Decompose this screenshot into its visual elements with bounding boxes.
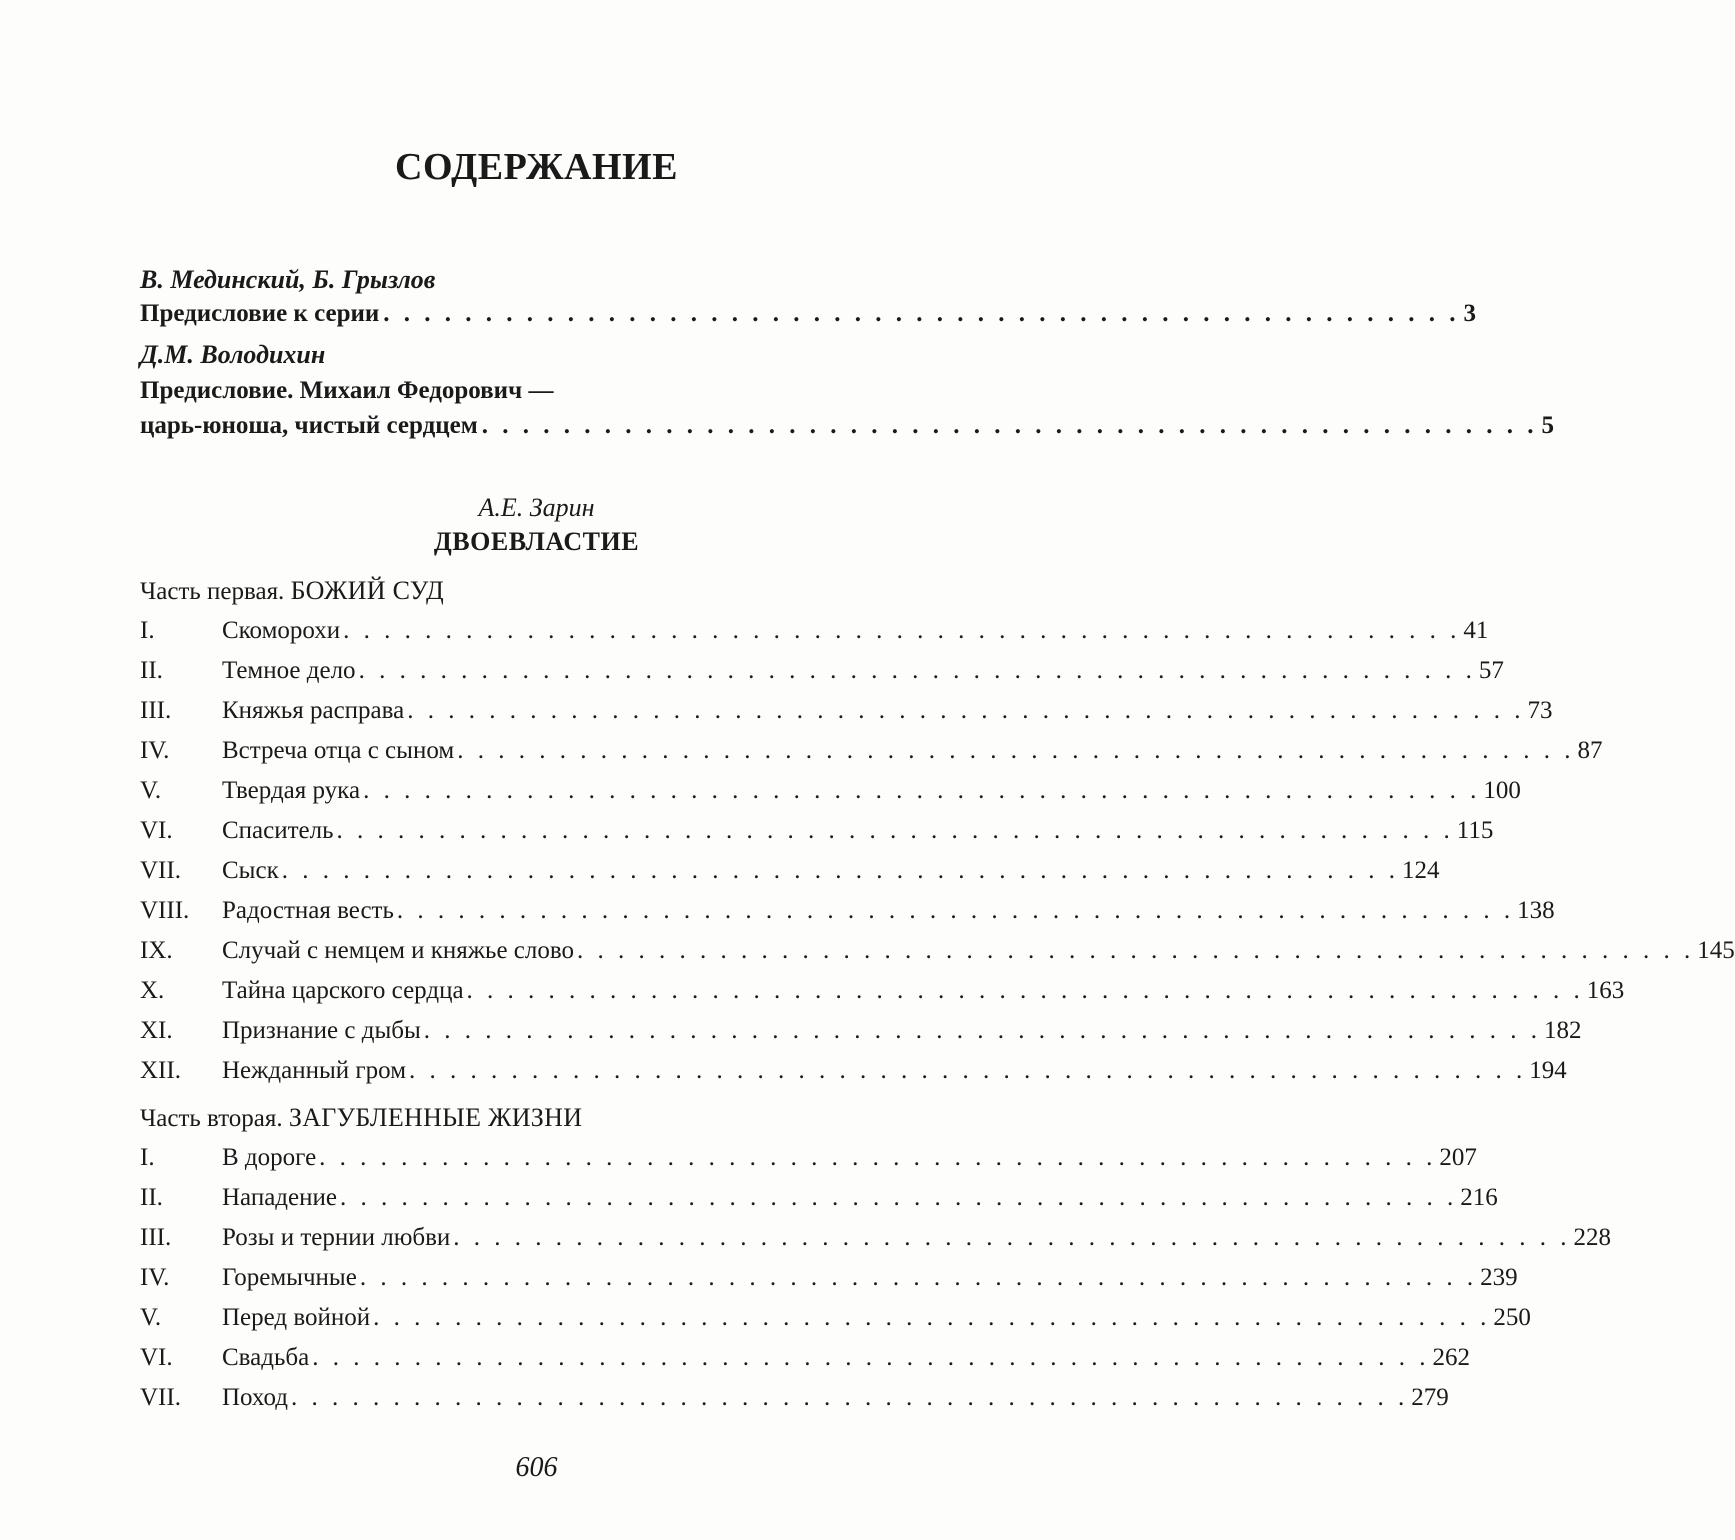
leader-dots: . . . . . . . . . . . . . . . . . . . . . . . . . . . . . . . . . . . . . . . . . . . . . . . . . . . . . . . bbox=[373, 1304, 1491, 1331]
leader-dots: . . . . . . . . . . . . . . . . . . . . . . . . . . . . . . . . . . . . . . . . . . . . . . . . . . . . bbox=[481, 412, 1538, 439]
chapter-entry[interactable] bbox=[140, 1264, 1518, 1298]
leader-dots: . . . . . . . . . . . . . . . . . . . . . . . . . . . . . . . . . . . . . . . . . . . . . . . . . . . . . bbox=[383, 300, 1460, 327]
leader-dots: . . . . . . . . . . . . . . . . . . . . . . . . . . . . . . . . . . . . . . . . . . . . . . . . . . . . . . . bbox=[409, 1057, 1527, 1084]
chapter-title: Радостная весть bbox=[222, 897, 394, 924]
leader-dots: . . . . . . . . . . . . . . . . . . . . . . . . . . . . . . . . . . . . . . . . . . . . . . . . . . . . . . . bbox=[319, 1144, 1437, 1171]
front-entry-title: Предисловие к серии bbox=[140, 300, 380, 327]
leader-dots: . . . . . . . . . . . . . . . . . . . . . . . . . . . . . . . . . . . . . . . . . . . . . . . . . . . . . . . bbox=[453, 1224, 1571, 1251]
chapter-entry[interactable] bbox=[140, 1384, 1449, 1418]
page-number: 228 bbox=[1573, 1224, 1612, 1251]
chapter-number: III. bbox=[140, 1224, 172, 1251]
chapter-number: VIII. bbox=[140, 897, 190, 924]
chapter-entry[interactable] bbox=[140, 697, 1553, 731]
page-number: 207 bbox=[1439, 1144, 1477, 1171]
chapter-number: IX. bbox=[140, 937, 173, 964]
folio-page-number: 606 bbox=[515, 1452, 558, 1483]
chapter-entry[interactable] bbox=[140, 1344, 1470, 1378]
chapter-number: XII. bbox=[140, 1057, 181, 1084]
leader-dots: . . . . . . . . . . . . . . . . . . . . . . . . . . . . . . . . . . . . . . . . . . . . . . . . . . . . . . . bbox=[363, 777, 1481, 804]
chapter-title: Признание с дыбы bbox=[222, 1017, 421, 1044]
part-name: БОЖИЙ СУД bbox=[290, 576, 445, 605]
chapter-entry[interactable] bbox=[140, 617, 1489, 651]
chapter-title: Поход bbox=[222, 1384, 288, 1411]
page-number: 250 bbox=[1493, 1304, 1531, 1331]
page-number: 124 bbox=[1401, 857, 1440, 884]
chapter-title: Горемычные bbox=[222, 1264, 357, 1291]
leader-dots: . . . . . . . . . . . . . . . . . . . . . . . . . . . . . . . . . . . . . . . . . . . . . . . . . . . . . . . bbox=[358, 657, 1476, 684]
book-title: ДВОЕВЛАСТИЕ bbox=[433, 527, 640, 556]
chapter-number: II. bbox=[140, 1184, 163, 1211]
leader-dots: . . . . . . . . . . . . . . . . . . . . . . . . . . . . . . . . . . . . . . . . . . . . . . . . . . . . . . . bbox=[359, 1264, 1478, 1291]
chapter-entry[interactable] bbox=[140, 937, 1735, 971]
chapter-number: V. bbox=[140, 1304, 162, 1331]
page-number: 182 bbox=[1544, 1017, 1582, 1044]
page-number: 239 bbox=[1480, 1264, 1518, 1291]
page-number: 41 bbox=[1463, 617, 1489, 644]
leader-dots: . . . . . . . . . . . . . . . . . . . . . . . . . . . . . . . . . . . . . . . . . . . . . . . . . . . . . . . bbox=[423, 1017, 1542, 1044]
chapter-number: VII. bbox=[140, 857, 181, 884]
chapter-number: VI. bbox=[140, 817, 173, 844]
page-number: 100 bbox=[1483, 777, 1521, 804]
front-entry-2[interactable] bbox=[140, 412, 1555, 446]
page-number: 5 bbox=[1541, 412, 1555, 439]
chapter-number: III. bbox=[140, 697, 172, 724]
page-number: 216 bbox=[1460, 1184, 1498, 1211]
chapter-entry[interactable] bbox=[140, 1017, 1582, 1051]
leader-dots: . . . . . . . . . . . . . . . . . . . . . . . . . . . . . . . . . . . . . . . . . . . . . . . . . . . . . . . bbox=[312, 1344, 1430, 1371]
chapter-title: Скоморохи bbox=[222, 617, 341, 644]
chapter-number: VII. bbox=[140, 1384, 181, 1411]
page-number: 163 bbox=[1586, 977, 1625, 1004]
chapter-entry[interactable] bbox=[140, 1184, 1498, 1218]
leader-dots: . . . . . . . . . . . . . . . . . . . . . . . . . . . . . . . . . . . . . . . . . . . . . . . . . . . . . . . bbox=[396, 897, 1515, 924]
chapter-entry[interactable] bbox=[140, 1224, 1612, 1258]
leader-dots: . . . . . . . . . . . . . . . . . . . . . . . . . . . . . . . . . . . . . . . . . . . . . . . . . . . . . . . bbox=[336, 817, 1454, 844]
chapter-entry[interactable] bbox=[140, 977, 1625, 1011]
chapter-title: Твердая рука bbox=[222, 777, 361, 804]
page-number: 262 bbox=[1432, 1344, 1470, 1371]
chapter-title: Свадьба bbox=[222, 1344, 310, 1371]
chapter-title: Перед войной bbox=[222, 1304, 371, 1331]
chapter-title: Случай с немцем и княжье слово bbox=[222, 937, 575, 964]
chapter-entry[interactable] bbox=[140, 1144, 1477, 1178]
chapter-entry[interactable] bbox=[140, 817, 1494, 851]
chapter-number: V. bbox=[140, 777, 162, 804]
front-author-2: Д.М. Володихин bbox=[140, 340, 326, 369]
chapter-number: IV. bbox=[140, 737, 170, 764]
leader-dots: . . . . . . . . . . . . . . . . . . . . . . . . . . . . . . . . . . . . . . . . . . . . . . . . . . . . . . . bbox=[457, 737, 1575, 764]
page-title: СОДЕРЖАНИЕ bbox=[395, 146, 678, 188]
chapter-title: Спаситель bbox=[222, 817, 334, 844]
page-number: 87 bbox=[1577, 737, 1603, 764]
leader-dots: . . . . . . . . . . . . . . . . . . . . . . . . . . . . . . . . . . . . . . . . . . . . . . . . . . . . . . . bbox=[290, 1384, 1409, 1411]
chapter-entry[interactable] bbox=[140, 737, 1603, 771]
chapter-entry[interactable] bbox=[140, 1057, 1567, 1091]
leader-dots: . . . . . . . . . . . . . . . . . . . . . . . . . . . . . . . . . . . . . . . . . . . . . . . . . . . . . . . bbox=[466, 977, 1584, 1004]
front-entry-1[interactable] bbox=[140, 300, 1477, 334]
page-number: 194 bbox=[1529, 1057, 1567, 1084]
chapter-title: Сыск bbox=[222, 857, 279, 884]
chapter-title: В дороге bbox=[222, 1144, 317, 1171]
part-label: Часть первая. bbox=[140, 578, 285, 605]
leader-dots: . . . . . . . . . . . . . . . . . . . . . . . . . . . . . . . . . . . . . . . . . . . . . . . . . . . . . . . bbox=[577, 937, 1695, 964]
part-1-title bbox=[140, 576, 444, 606]
front-entry-title-line2: царь-юноша, чистый сердцем bbox=[140, 412, 478, 439]
leader-dots: . . . . . . . . . . . . . . . . . . . . . . . . . . . . . . . . . . . . . . . . . . . . . . . . . . . . . . . bbox=[339, 1184, 1458, 1211]
page-number: 3 bbox=[1463, 300, 1477, 327]
leader-dots: . . . . . . . . . . . . . . . . . . . . . . . . . . . . . . . . . . . . . . . . . . . . . . . . . . . . . . . bbox=[281, 857, 1399, 884]
page-number: 145 bbox=[1697, 937, 1735, 964]
page-number: 115 bbox=[1456, 817, 1494, 844]
chapter-number: X. bbox=[140, 977, 165, 1004]
chapter-title: Розы и тернии любви bbox=[222, 1224, 451, 1251]
chapter-title: Нападение bbox=[222, 1184, 337, 1211]
front-author-1: В. Мединский, Б. Грызлов bbox=[140, 265, 436, 294]
leader-dots: . . . . . . . . . . . . . . . . . . . . . . . . . . . . . . . . . . . . . . . . . . . . . . . . . . . . . . . bbox=[407, 697, 1525, 724]
chapter-title: Княжья расправа bbox=[222, 697, 405, 724]
part-2-title bbox=[140, 1103, 582, 1133]
page-number: 138 bbox=[1517, 897, 1555, 924]
chapter-entry[interactable] bbox=[140, 777, 1521, 811]
chapter-number: IV. bbox=[140, 1264, 170, 1291]
chapter-title: Тайна царского сердца bbox=[222, 977, 464, 1004]
page-number: 73 bbox=[1527, 697, 1553, 724]
book-author: А.Е. Зарин bbox=[478, 493, 595, 522]
chapter-entry[interactable] bbox=[140, 897, 1555, 931]
chapter-number: II. bbox=[140, 657, 163, 684]
chapter-number: XI. bbox=[140, 1017, 173, 1044]
page-number: 57 bbox=[1478, 657, 1504, 684]
chapter-number: VI. bbox=[140, 1344, 173, 1371]
chapter-title: Нежданный гром bbox=[222, 1057, 407, 1084]
chapter-entry[interactable] bbox=[140, 657, 1504, 691]
chapter-number: I. bbox=[140, 617, 155, 644]
page-number: 279 bbox=[1411, 1384, 1449, 1411]
part-name: ЗАГУБЛЕННЫЕ ЖИЗНИ bbox=[288, 1103, 583, 1132]
front-entry-title-line1: Предисловие. Михаил Федорович — bbox=[140, 377, 554, 404]
part-label: Часть вторая. bbox=[140, 1105, 283, 1132]
chapter-entry[interactable] bbox=[140, 1304, 1531, 1338]
toc-page bbox=[140, 0, 1735, 1540]
chapter-number: I. bbox=[140, 1144, 155, 1171]
leader-dots: . . . . . . . . . . . . . . . . . . . . . . . . . . . . . . . . . . . . . . . . . . . . . . . . . . . . . . . bbox=[343, 617, 1461, 644]
chapter-entry[interactable] bbox=[140, 857, 1440, 891]
chapter-title: Встреча отца с сыном bbox=[222, 737, 455, 764]
chapter-title: Темное дело bbox=[222, 657, 356, 684]
